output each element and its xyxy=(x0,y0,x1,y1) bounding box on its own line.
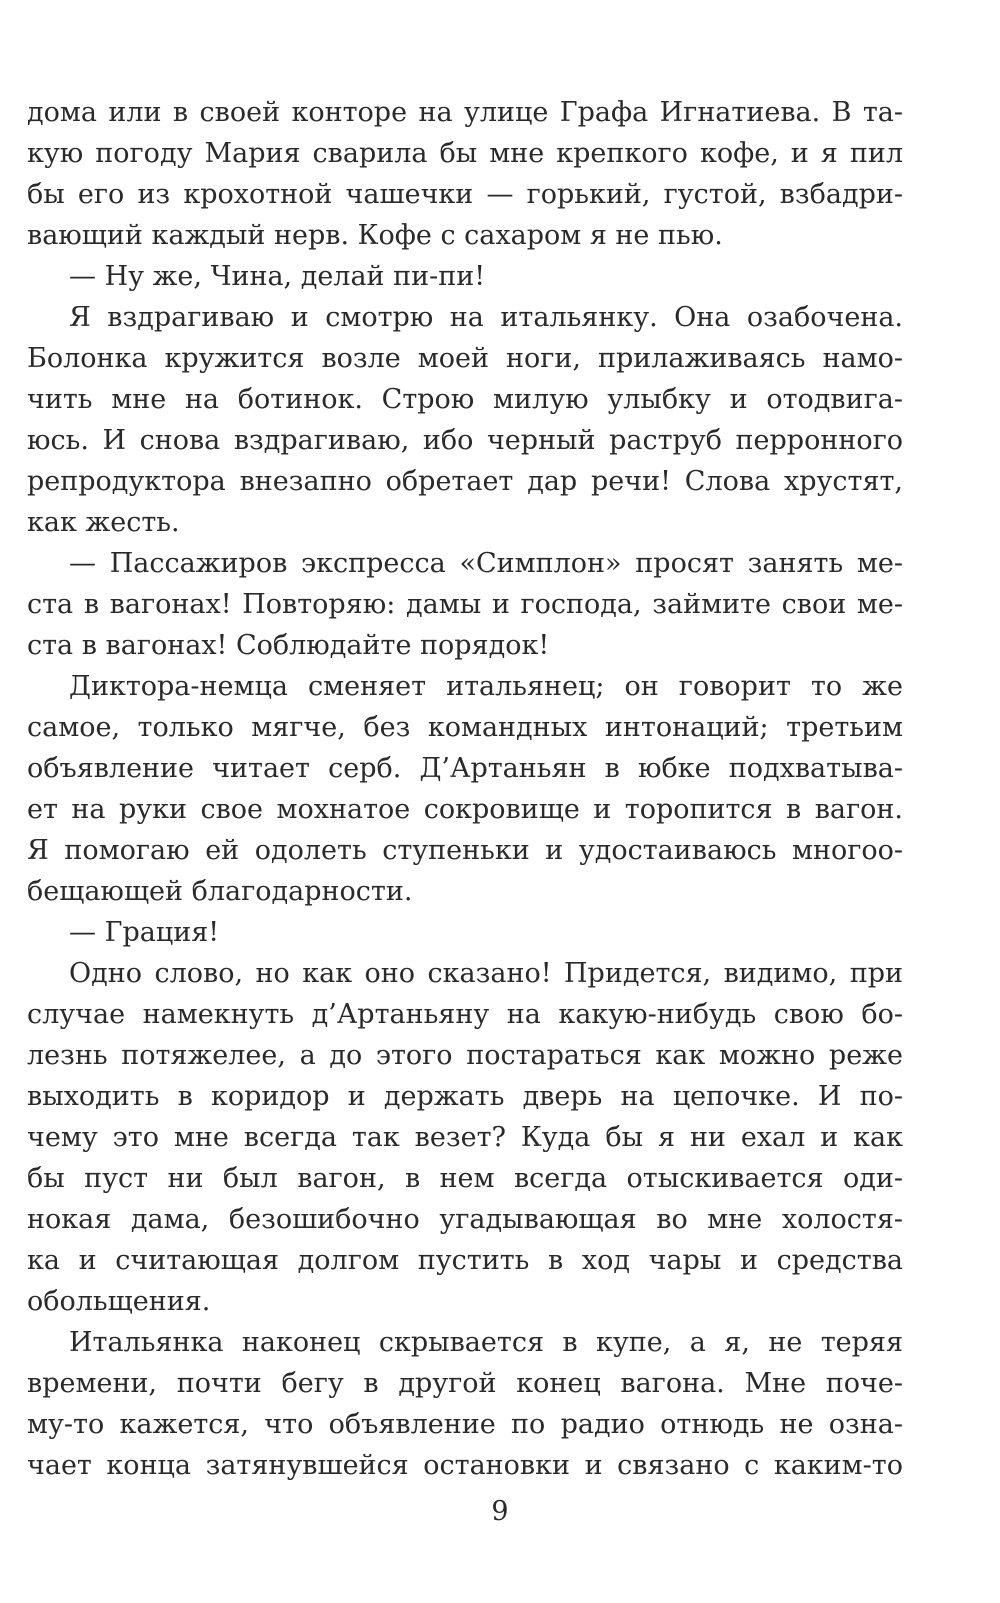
text-line: ста в вагонах! Соблюдайте порядок! xyxy=(27,630,550,661)
text-line: чить мне на ботинок. Строю милую улыбку и отодвига- xyxy=(27,384,903,415)
text-line: — Грация! xyxy=(69,917,220,948)
text-line: вающий каждый нерв. Кофе с сахаром я не пью. xyxy=(27,220,723,251)
text-line: обольщения. xyxy=(27,1286,211,1317)
text-line: — Ну же, Чина, делай пи-пи! xyxy=(69,261,486,292)
text-line: Итальянка наконец скрывается в купе, а я, не теряя xyxy=(69,1327,903,1358)
text-line: репродуктора внезапно обретает дар речи! Слова хрустят, xyxy=(27,466,903,497)
text-line: как жесть. xyxy=(27,507,180,538)
text-line: Болонка кружится возле моей ноги, прилаживаясь намо- xyxy=(27,343,903,374)
text-line: чает конца затянувшейся остановки и связано с каким-то xyxy=(27,1450,903,1481)
text-line: Одно слово, но как оно сказано! Придется, видимо, при xyxy=(69,958,903,989)
text-line: бы его из крохотной чашечки — горький, густой, взбадри- xyxy=(27,179,903,210)
text-line: случае намекнуть д’Артаньяну на какую-нибудь свою бо- xyxy=(27,999,903,1030)
text-line: времени, почти бегу в другой конец вагона. Мне поче- xyxy=(27,1368,903,1399)
text-line: выходить в коридор и держать дверь на цепочке. И по- xyxy=(27,1081,903,1112)
text-line: Я вздрагиваю и смотрю на итальянку. Она озабочена. xyxy=(69,302,903,333)
text-line: кую погоду Мария сварила бы мне крепкого кофе, и я пил xyxy=(27,138,903,169)
text-line: ка и считающая долгом пустить в ход чары и средства xyxy=(27,1245,903,1276)
text-line: нокая дама, безошибочно угадывающая во мне холостя- xyxy=(27,1204,903,1235)
text-line: юсь. И снова вздрагиваю, ибо черный раструб перронного xyxy=(27,425,903,456)
text-line: дома или в своей конторе на улице Графа Игнатиева. В та- xyxy=(27,97,903,128)
text-line: лезнь потяжелее, а до этого постараться как можно реже xyxy=(27,1040,903,1071)
text-line: Я помогаю ей одолеть ступеньки и удостаиваюсь многоо- xyxy=(27,835,903,866)
text-line: ет на руки свое мохнатое сокровище и торопится в вагон. xyxy=(27,794,903,825)
text-line: объявление читает серб. Д’Артаньян в юбке подхватыва- xyxy=(27,753,903,784)
page-body xyxy=(27,92,903,1486)
text-line: — Пассажиров экспресса «Симплон» просят занять ме- xyxy=(69,548,903,579)
text-line: Диктора-немца сменяет итальянец; он говорит то же xyxy=(69,671,903,702)
text-line: чему это мне всегда так везет? Куда бы я ни ехал и как xyxy=(27,1122,903,1153)
text-line: му-то кажется, что объявление по радио отнюдь не озна- xyxy=(27,1409,903,1440)
text-line: бы пуст ни был вагон, в нем всегда отыскивается оди- xyxy=(27,1163,903,1194)
text-line: бещающей благодарности. xyxy=(27,876,413,907)
page-number: 9 xyxy=(491,1496,509,1527)
text-line: ста в вагонах! Повторяю: дамы и господа, займите свои ме- xyxy=(27,589,903,620)
text-line: самое, только мягче, без командных интонаций; третьим xyxy=(27,712,903,743)
